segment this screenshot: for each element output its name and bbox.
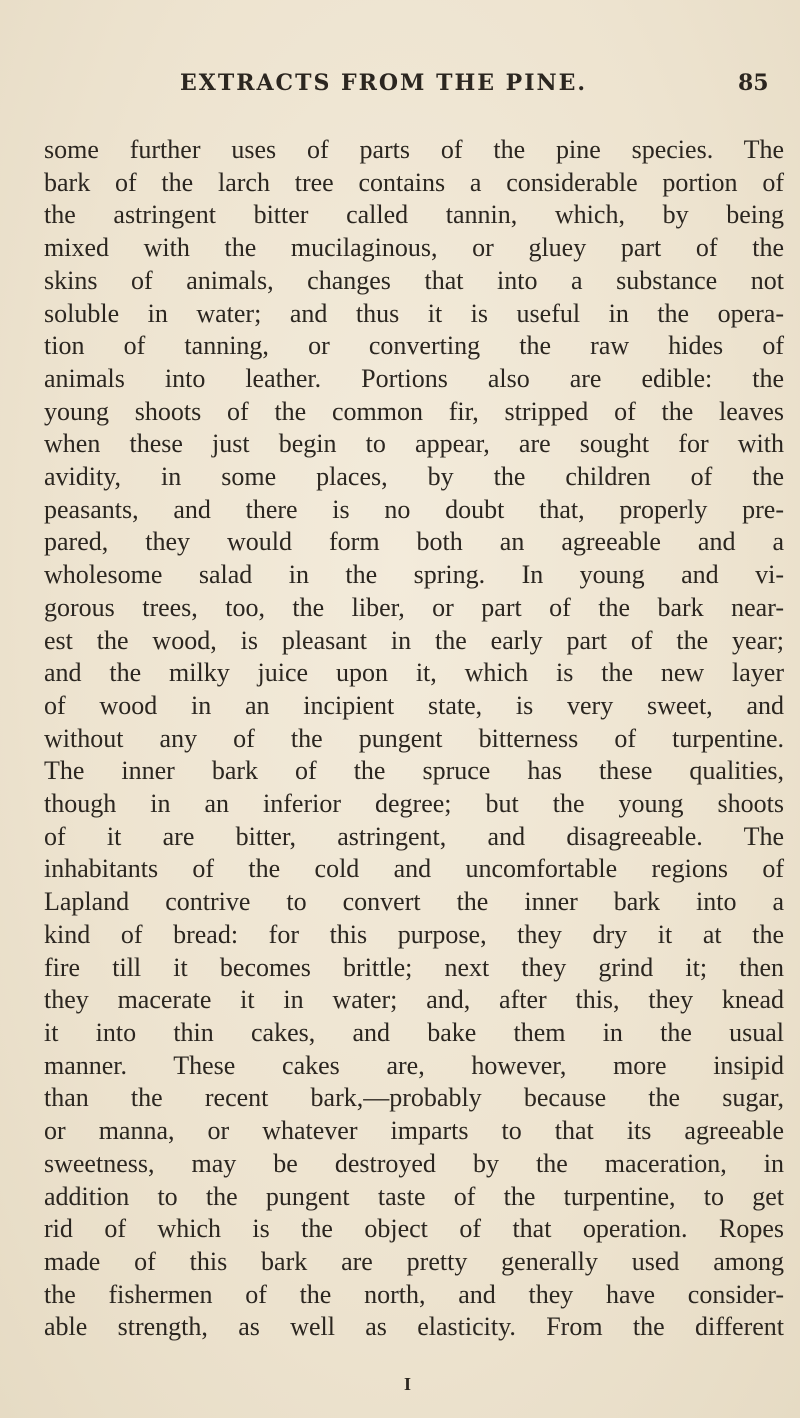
text-line: the fishermen of the north, and they have consider-	[44, 1279, 784, 1309]
text-line: skins of animals, changes that into a substance not	[44, 265, 784, 295]
signature-mark: I	[404, 1374, 412, 1394]
text-line: mixed with the mucilaginous, or gluey part of the	[44, 233, 784, 263]
text-line: the astringent bitter called tannin, which, by being	[44, 200, 784, 230]
text-line: of it are bitter, astringent, and disagreeable. The	[44, 821, 784, 851]
text-line: of wood in an incipient state, is very sweet, and	[44, 690, 784, 720]
text-line: kind of bread: for this purpose, they dry it at the	[44, 919, 784, 949]
page-number: 85	[738, 70, 769, 96]
text-line: wholesome salad in the spring. In young and vi-	[44, 560, 784, 590]
text-line: young shoots of the common fir, stripped of the leaves	[44, 396, 784, 426]
text-line: pared, they would form both an agreeable and a	[44, 527, 784, 557]
text-line: soluble in water; and thus it is useful in the opera-	[44, 298, 784, 328]
text-line: fire till it becomes brittle; next they grind it; then	[44, 952, 784, 982]
text-line: and the milky juice upon it, which is the new layer	[44, 658, 784, 688]
text-line: some further uses of parts of the pine species. The	[44, 135, 784, 164]
running-title: EXTRACTS FROM THE PINE.	[180, 70, 588, 96]
text-line: The inner bark of the spruce has these qualities,	[44, 756, 784, 786]
text-line: bark of the larch tree contains a considerable portion of	[44, 167, 784, 197]
text-line: est the wood, is pleasant in the early part of the year;	[44, 625, 784, 655]
text-line: tion of tanning, or converting the raw hides of	[44, 331, 784, 361]
text-line: peasants, and there is no doubt that, properly pre-	[44, 494, 784, 524]
text-line: than the recent bark,—probably because the sugar,	[44, 1083, 784, 1113]
text-line: though in an inferior degree; but the young shoots	[44, 789, 784, 819]
text-line: addition to the pungent taste of the turpentine, to get	[44, 1181, 784, 1211]
body-text	[44, 134, 784, 1344]
text-line: made of this bark are pretty generally used among	[44, 1246, 784, 1276]
text-line: animals into leather. Portions also are edible: the	[44, 363, 784, 393]
text-line: inhabitants of the cold and uncomfortable regions of	[44, 854, 784, 884]
text-line: manner. These cakes are, however, more insipid	[44, 1050, 784, 1080]
text-line: gorous trees, too, the liber, or part of the bark near-	[44, 592, 784, 622]
text-line: without any of the pungent bitterness of turpentine.	[44, 723, 784, 753]
text-line: rid of which is the object of that operation. Ropes	[44, 1214, 784, 1244]
text-line: or manna, or whatever imparts to that its agreeable	[44, 1116, 784, 1146]
text-line: when these just begin to appear, are sought for with	[44, 429, 784, 459]
text-line: able strength, as well as elasticity. From the different	[44, 1312, 784, 1342]
text-line: Lapland contrive to convert the inner bark into a	[44, 887, 784, 917]
text-line: it into thin cakes, and bake them in the usual	[44, 1017, 784, 1047]
text-line: they macerate it in water; and, after this, they knead	[44, 985, 784, 1015]
text-line: avidity, in some places, by the children of the	[44, 462, 784, 492]
text-line: sweetness, may be destroyed by the maceration, in	[44, 1148, 784, 1178]
